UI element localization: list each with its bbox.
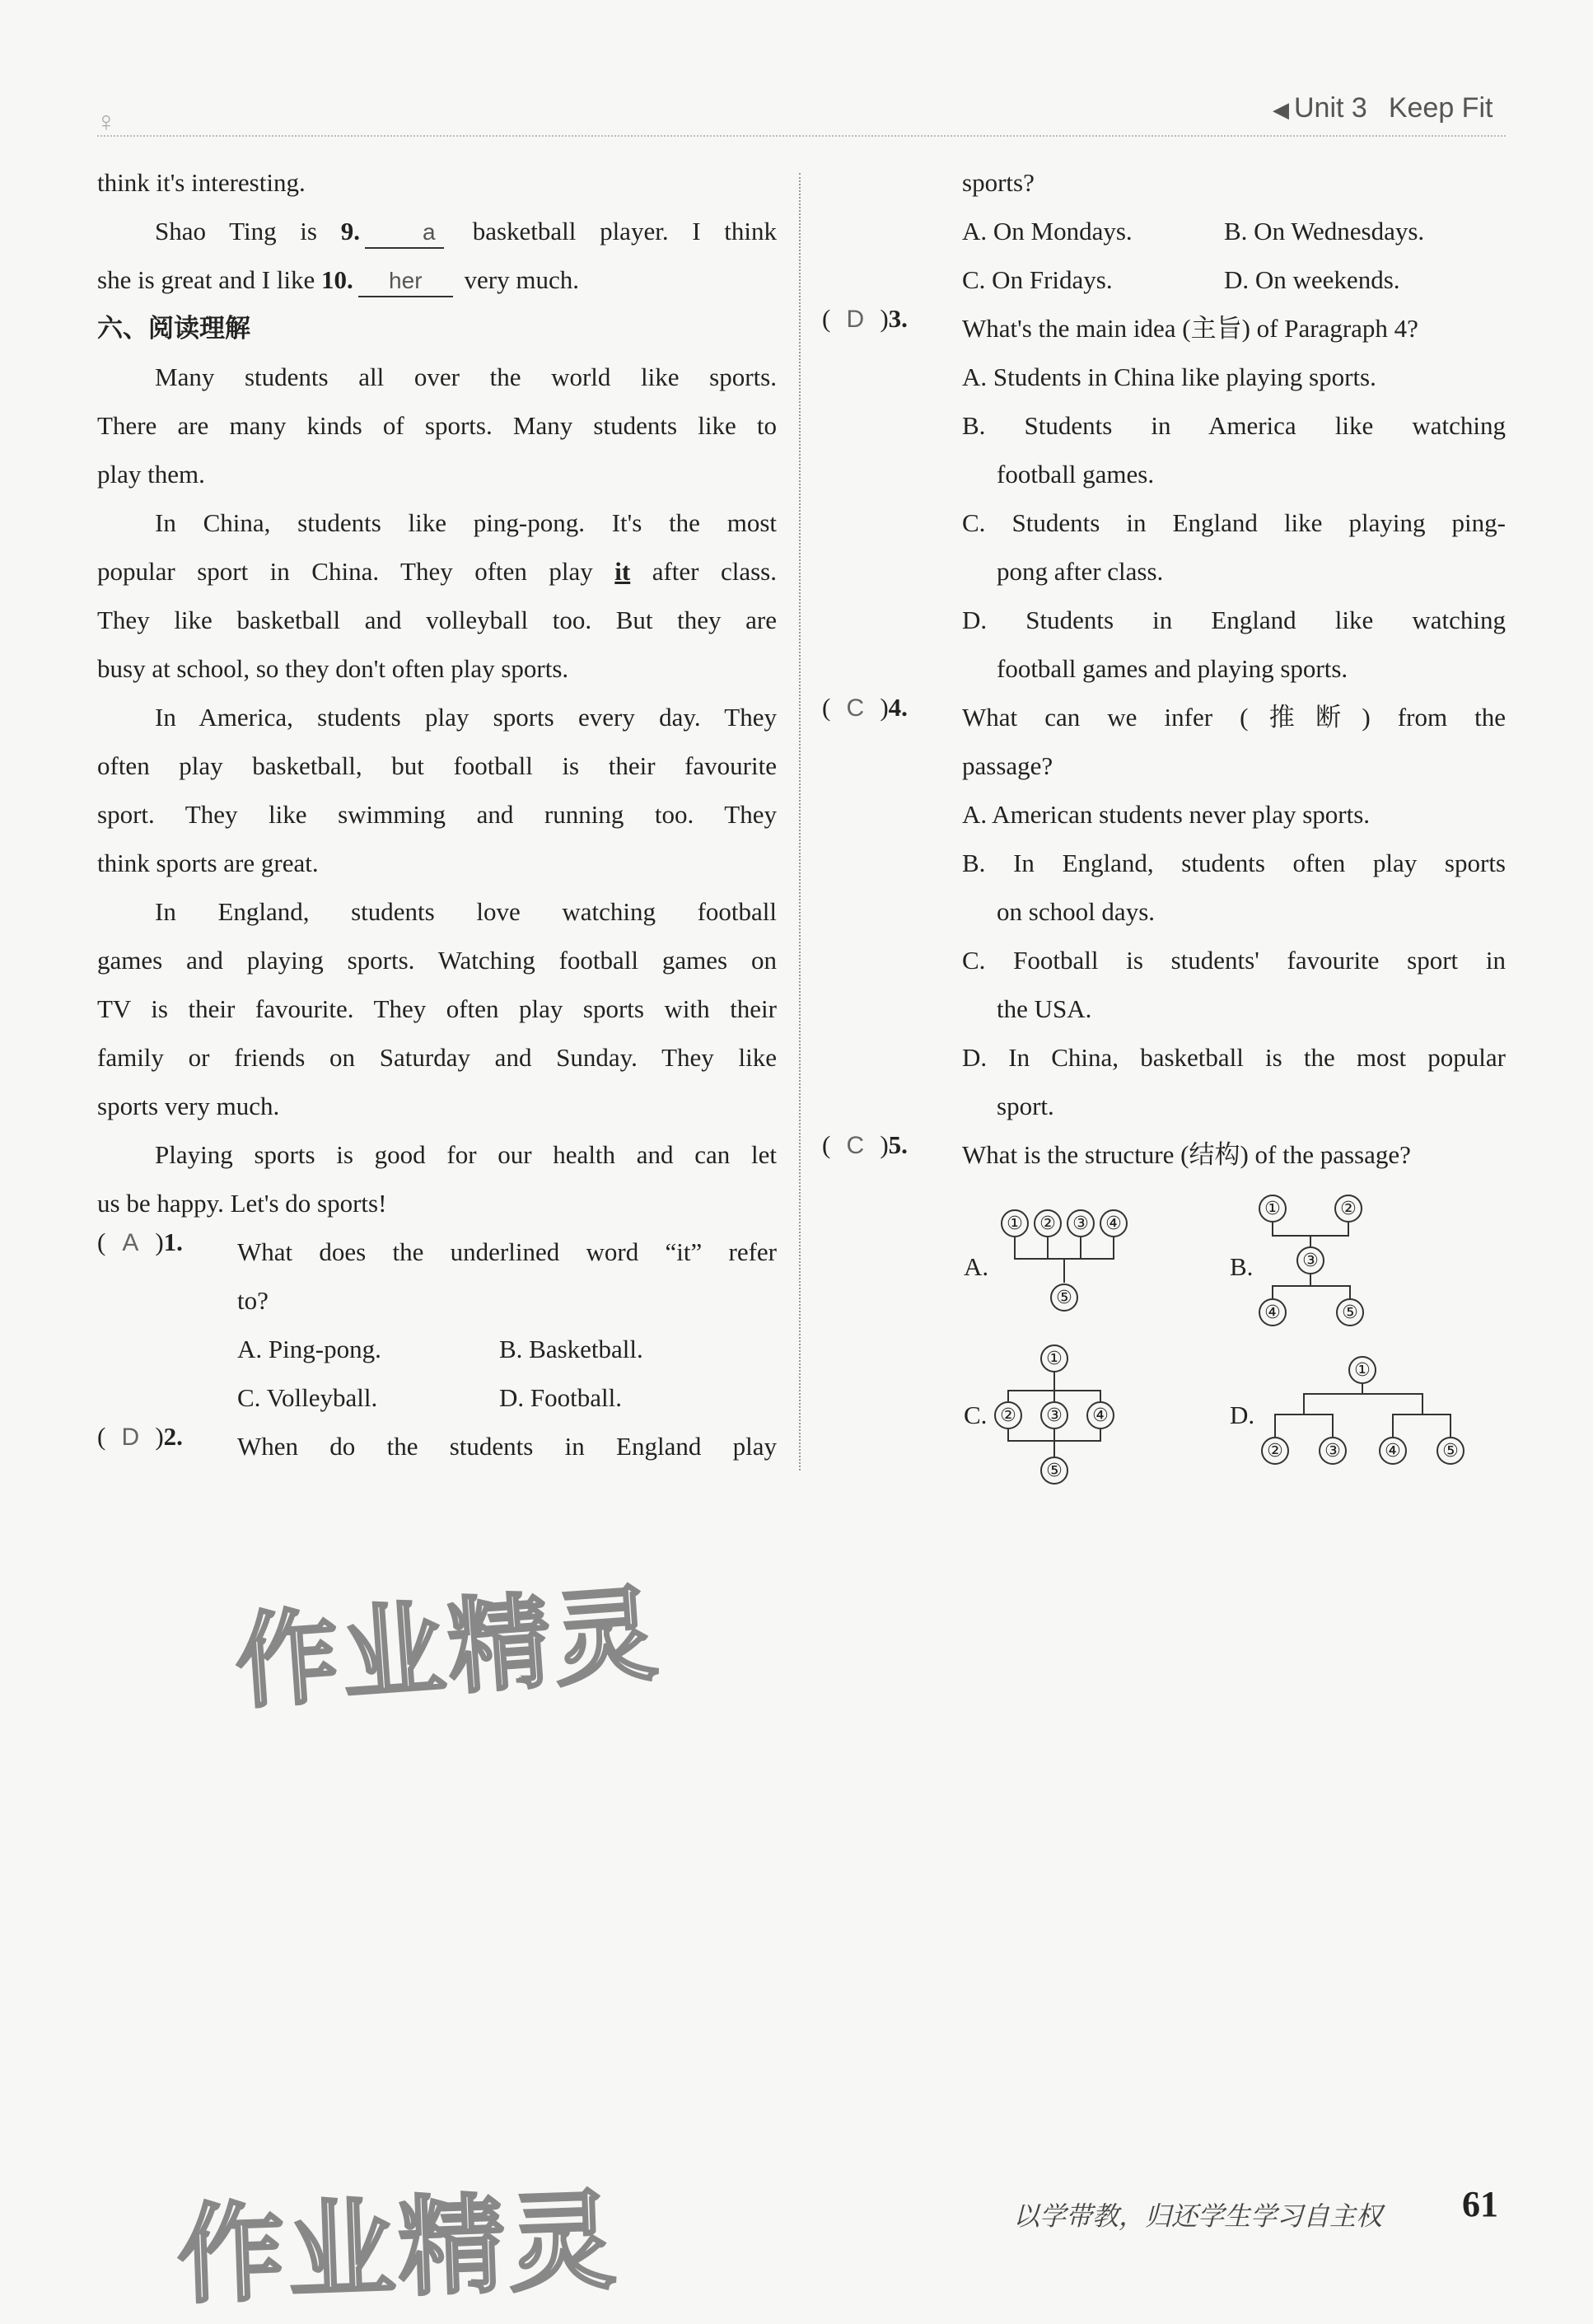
option-b[interactable]: B. Basketball. [499, 1335, 643, 1363]
connector-line [1303, 1393, 1305, 1415]
circle-2: ② [1034, 1209, 1062, 1237]
passage-line: There are many kinds of sports. Many students like to [97, 411, 777, 440]
circle-5: ⑤ [1040, 1457, 1068, 1485]
watermark-logo: 作业精灵 [175, 2177, 621, 2319]
option-d[interactable]: D. In China, basketball is the most popular [962, 1043, 1506, 1072]
passage-line: Many students all over the world like sports. [155, 362, 777, 391]
question-1: ( A )1. What does the underlined word “it” refer [97, 1227, 777, 1276]
answer-q4[interactable]: C [846, 694, 865, 722]
circle-2: ② [994, 1401, 1022, 1429]
question-stem: What is the structure (结构) of the passage? [962, 1140, 1411, 1169]
circle-1: ① [1259, 1195, 1287, 1223]
connector-line [1007, 1390, 1009, 1401]
option-b[interactable]: B. On Wednesdays. [1224, 217, 1425, 245]
passage-line: play them. [97, 460, 205, 489]
question-2: ( D )2. When do the students in England play [97, 1422, 777, 1471]
question-stem: What does the underlined word “it” refer [237, 1237, 777, 1266]
option-b[interactable]: B. In England, students often play sports [962, 849, 1506, 877]
connector-line [1063, 1258, 1065, 1283]
right-column [822, 158, 1506, 1179]
connector-line [1392, 1414, 1451, 1415]
passage-line: family or friends on Saturday and Sunday. They like [97, 1043, 777, 1072]
connector-line [1310, 1274, 1311, 1286]
question-4: ( C )4. What can we infer (推断) from the [822, 693, 1506, 741]
passage-line: In China, students like ping-pong. It's the most [155, 508, 777, 537]
option-a[interactable]: A. American students never play sports. [962, 800, 1371, 829]
structure-label-c: C. [964, 1400, 988, 1429]
connector-line [1080, 1237, 1081, 1259]
passage-line: They like basketball and volleyball too. But they are [97, 606, 777, 634]
passage-line: busy at school, so they don't often play sports. [97, 654, 569, 683]
passage-line: think sports are great. [97, 849, 319, 877]
option-a[interactable]: A. Ping-pong. [237, 1335, 381, 1363]
connector-line [1274, 1414, 1276, 1437]
header-rule [97, 135, 1506, 137]
structure-label-a: A. [964, 1252, 989, 1281]
option-c[interactable]: C. Football is students' favourite sport in [962, 946, 1506, 975]
unit-label: Unit 3 [1294, 92, 1367, 124]
connector-line [1392, 1414, 1394, 1437]
connector-line [1310, 1235, 1311, 1246]
option-c-cont: the USA. [997, 994, 1092, 1023]
circle-4: ④ [1259, 1298, 1287, 1326]
connector-line [1053, 1429, 1055, 1457]
connector-line [1422, 1393, 1423, 1415]
column-divider [799, 173, 801, 1471]
connector-line [1303, 1393, 1423, 1395]
question-stem-cont: passage? [962, 751, 1053, 780]
circle-3: ③ [1040, 1401, 1068, 1429]
circle-3: ③ [1067, 1209, 1095, 1237]
connector-line [1348, 1223, 1349, 1236]
option-c[interactable]: C. On Fridays. [962, 265, 1113, 294]
connector-line [1272, 1285, 1273, 1298]
answer-q5[interactable]: C [846, 1132, 865, 1159]
connector-line [1272, 1285, 1351, 1287]
options-row [822, 255, 1506, 304]
passage-line: TV is their favourite. They often play sports with their [97, 994, 777, 1023]
question-5: ( C )5. What is the structure (结构) of the passage? [822, 1130, 1506, 1179]
option-d[interactable]: D. Students in England like watching [962, 606, 1506, 634]
answer-q1[interactable]: A [122, 1229, 139, 1256]
option-d-cont: football games and playing sports. [997, 654, 1348, 683]
option-c[interactable]: C. Students in England like playing ping- [962, 508, 1506, 537]
connector-line [1053, 1391, 1055, 1401]
circle-4: ④ [1379, 1437, 1407, 1465]
option-a[interactable]: A. On Mondays. [962, 217, 1133, 245]
answer-q2[interactable]: D [121, 1424, 140, 1451]
passage-line: us be happy. Let's do sports! [97, 1189, 387, 1218]
question-stem: When do the students in England play [237, 1432, 777, 1461]
structure-label-d: D. [1230, 1400, 1255, 1429]
circle-1: ① [1348, 1356, 1376, 1384]
passage-line: popular sport in China. They often play it after class. [97, 557, 778, 586]
passage-line: sports very much. [97, 1092, 280, 1120]
fill-blank-10: she is great and I like 10. her very much. [97, 255, 777, 304]
passage-line: sport. They like swimming and running too. They [97, 800, 777, 829]
answer-blank-9[interactable]: a [365, 217, 444, 249]
connector-line [1047, 1237, 1049, 1259]
option-c[interactable]: C. Volleyball. [237, 1383, 378, 1412]
circle-3: ③ [1296, 1246, 1324, 1274]
circle-2: ② [1261, 1437, 1289, 1465]
question-stem-cont: sports? [962, 168, 1035, 197]
passage-line: In America, students play sports every day. They [155, 703, 777, 732]
circle-4: ④ [1086, 1401, 1114, 1429]
options-row [97, 1325, 777, 1373]
option-d[interactable]: D. On weekends. [1224, 265, 1400, 294]
passage-line: often play basketball, but football is their favourite [97, 751, 777, 780]
connector-line [1349, 1285, 1351, 1298]
passage-line: games and playing sports. Watching football games on [97, 946, 777, 975]
option-a[interactable]: A. Students in China like playing sports. [962, 362, 1376, 391]
underlined-word-it: it [614, 557, 631, 586]
page-number: 61 [1462, 2184, 1498, 2224]
option-c-cont: pong after class. [997, 557, 1164, 586]
option-b-cont: football games. [997, 460, 1155, 489]
question-stem-cont: to? [237, 1286, 269, 1315]
question-stem: What can we infer (推断) from the [962, 703, 1506, 732]
circle-1: ① [1001, 1209, 1029, 1237]
fill-blank-9: Shao Ting is 9. a basketball player. I think [97, 207, 777, 255]
option-b[interactable]: B. Students in America like watching [962, 411, 1506, 440]
connector-line [1053, 1372, 1055, 1391]
connector-line [1014, 1237, 1016, 1259]
connector-line [1113, 1237, 1114, 1259]
connector-line [1100, 1390, 1101, 1401]
question-3: ( D )3. What's the main idea (主旨) of Paragraph 4? [822, 304, 1506, 353]
question-stem: What's the main idea (主旨) of Paragraph 4? [962, 314, 1418, 343]
connector-line [1332, 1414, 1334, 1437]
connector-line [1450, 1414, 1451, 1437]
option-d-cont: sport. [997, 1092, 1054, 1120]
watermark-logo: 作业精灵 [231, 1574, 665, 1723]
connector-line [1007, 1429, 1009, 1441]
answer-q3[interactable]: D [846, 306, 865, 333]
triangle-left-icon: ◀ [1273, 97, 1289, 122]
circle-2: ② [1334, 1195, 1362, 1223]
unit-title: Keep Fit [1388, 92, 1493, 124]
connector-line [1274, 1414, 1334, 1415]
circle-4: ④ [1100, 1209, 1128, 1237]
lightbulb-icon: ♀ [96, 107, 117, 138]
option-b-cont: on school days. [997, 897, 1156, 926]
circle-5: ⑤ [1050, 1284, 1078, 1312]
passage-line: In England, students love watching football [155, 897, 777, 926]
connector-line [1100, 1429, 1101, 1441]
answer-blank-10[interactable]: her [358, 266, 453, 297]
circle-1: ① [1040, 1344, 1068, 1372]
text-line: think it's interesting. [97, 168, 306, 197]
connector-line [1272, 1223, 1273, 1236]
circle-3: ③ [1319, 1437, 1347, 1465]
running-header [1273, 92, 1493, 124]
option-d[interactable]: D. Football. [499, 1383, 622, 1412]
structure-label-b: B. [1230, 1252, 1254, 1281]
section-heading: 六、阅读理解 [97, 314, 250, 343]
left-column [97, 158, 777, 1471]
options-row [822, 207, 1506, 255]
circle-5: ⑤ [1437, 1437, 1465, 1465]
footer-slogan: 以学带教，归还学生学习自主权 [1013, 2201, 1383, 2231]
circle-5: ⑤ [1336, 1298, 1364, 1326]
passage-line: Playing sports is good for our health and can let [155, 1140, 777, 1169]
options-row [97, 1373, 777, 1422]
